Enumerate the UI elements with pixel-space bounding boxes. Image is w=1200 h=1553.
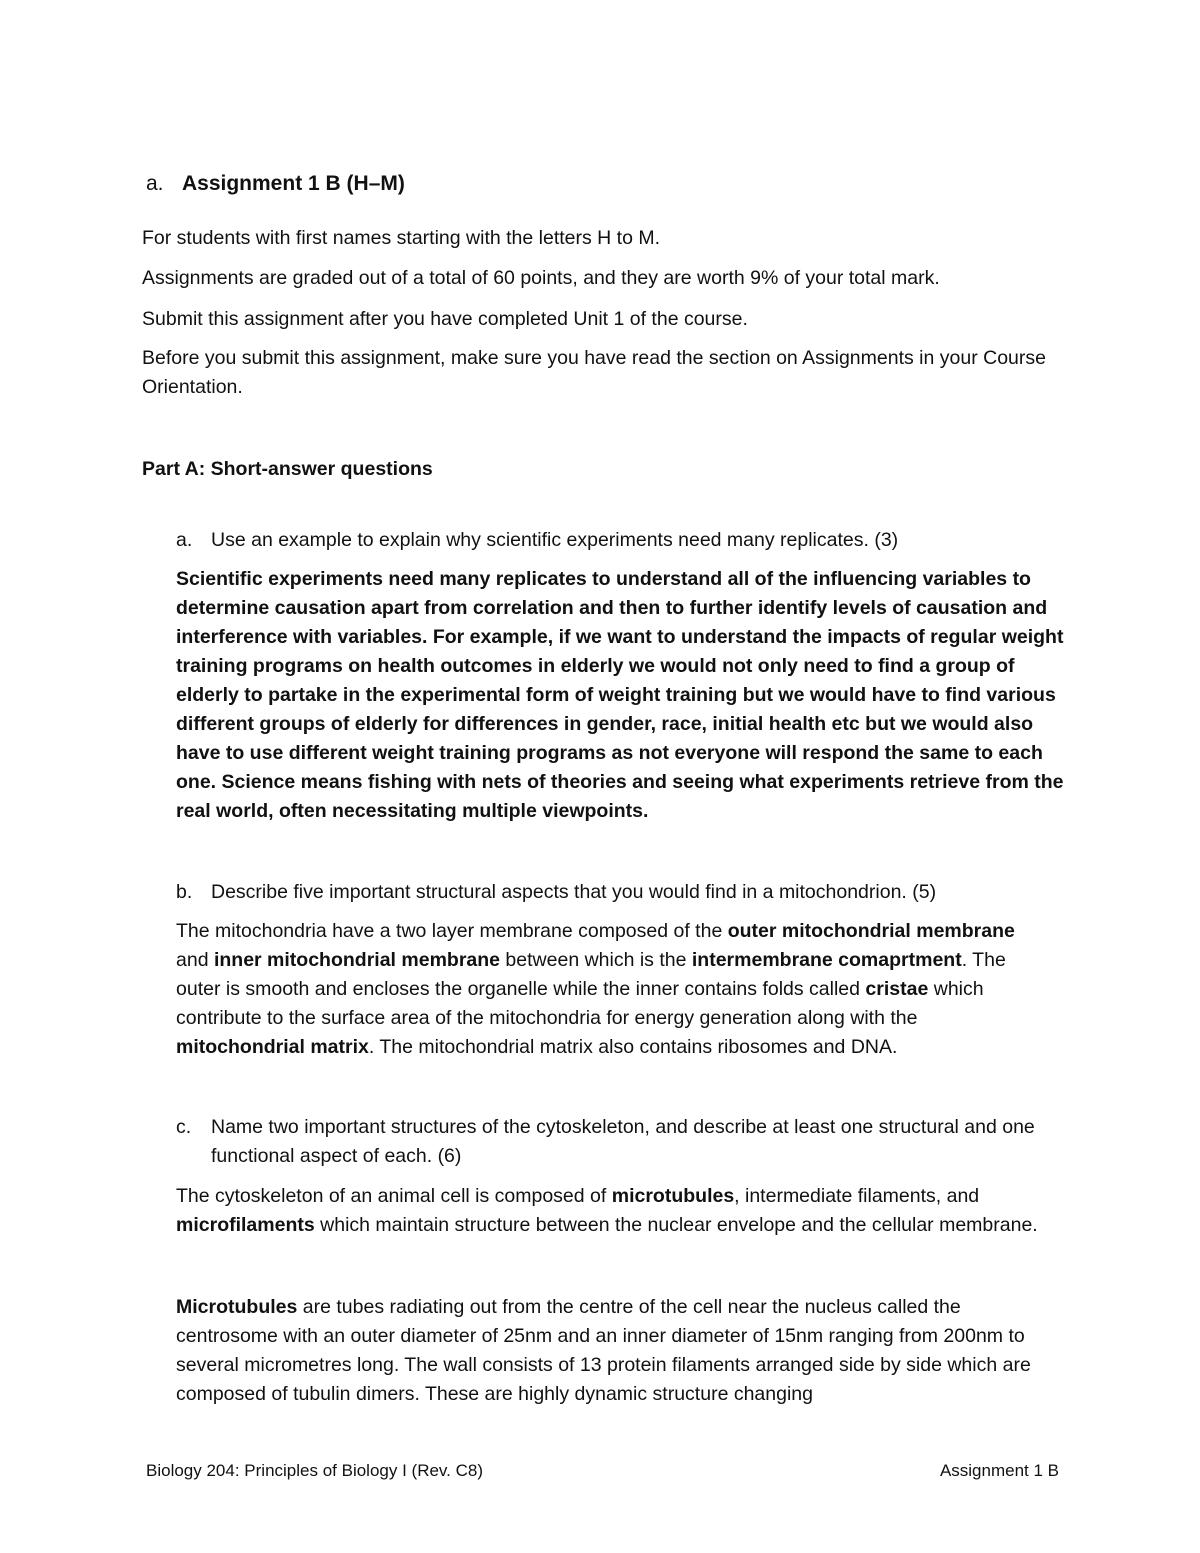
- section-heading: [146, 172, 405, 196]
- term-microfilaments: microfilaments: [176, 1214, 315, 1236]
- answer-c-text: which maintain structure between the nuclear envelope and the cellular membrane.: [314, 1214, 1038, 1236]
- answer-b-text: which contribute to the surface area of the mitochondria for energy generation along with the: [176, 978, 984, 1029]
- footer-right: Assignment 1 B: [939, 1461, 1059, 1480]
- term-intermembrane: intermembrane comaprtment: [691, 949, 962, 971]
- section-title: Assignment 1 B (H–M): [182, 172, 405, 195]
- intro-line-1: For students with first names starting with the letters H to M.: [142, 227, 661, 249]
- term-microtubules: microtubules: [611, 1185, 735, 1207]
- question-a: [176, 526, 898, 555]
- answer-c-text: The cytoskeleton of an animal cell is composed of: [176, 1185, 612, 1207]
- term-inner-membrane: inner mitochondrial membrane: [213, 949, 501, 971]
- answer-c: [176, 1182, 1046, 1240]
- question-a-label: a.: [176, 529, 193, 551]
- term-mitochondrial-matrix: mitochondrial matrix: [176, 1036, 369, 1058]
- question-c-text: Name two important structures of the cytoskeleton, and describe at least one structural and one functional aspect of each. (6): [211, 1116, 1035, 1167]
- answer-a: Scientific experiments need many replicates to understand all of the influencing variables to determine causation apart from correlation and then to further identify levels of causation and interference with variables. For example, if we want to understand the impacts of regular weight training programs on health outcomes in elderly we would not only need to find a group of elderly to partake in the experimental form of weight training but we would have to find various different groups of elderly for differences in gender, race, initial health etc but we would also have to use different weight training programs as not everyone will respond the same to each one. Science means fishing with nets of theories and seeing what experiments retrieve from the real world, often necessitating multiple viewpoints.: [176, 568, 1064, 822]
- answer-c-microtubules-text: are tubes radiating out from the centre of the cell near the nucleus called the centrosome with an outer diameter of 25nm and an inner diameter of 15nm ranging from 200nm to several micrometres long. The wall consists of 13 protein filaments arranged side by side which are composed of tubulin dimers. These are highly dynamic structure changing: [176, 1296, 1031, 1405]
- intro-line-4: Before you submit this assignment, make sure you have read the section on Assignments in your Course Orientation.: [142, 347, 1046, 398]
- question-a-text: Use an example to explain why scientific experiments need many replicates. (3): [211, 529, 899, 551]
- answer-b-text: The mitochondria have a two layer membrane composed of the: [176, 920, 728, 942]
- footer-left: Biology 204: Principles of Biology I (Rev. C8): [146, 1461, 484, 1480]
- answer-b-text: between which is the: [500, 949, 692, 971]
- question-b-label: b.: [176, 881, 193, 903]
- intro-line-3: Submit this assignment after you have completed Unit 1 of the course.: [142, 308, 748, 330]
- question-c: [176, 1113, 1111, 1171]
- term-outer-membrane: outer mitochondrial membrane: [727, 920, 1015, 942]
- question-b: [176, 878, 936, 907]
- term-cristae: cristae: [865, 978, 929, 1000]
- answer-b: [176, 917, 1036, 1062]
- answer-b-text: . The outer is smooth and encloses the organelle while the inner contains folds called: [176, 949, 1006, 1000]
- section-label: a.: [146, 172, 164, 195]
- term-microtubules-heading: Microtubules: [176, 1296, 298, 1318]
- answer-c-microtubules: [176, 1293, 1061, 1409]
- answer-b-text: and: [176, 949, 214, 971]
- intro-line-2: Assignments are graded out of a total of 60 points, and they are worth 9% of your total mark.: [142, 267, 940, 289]
- question-c-label: c.: [176, 1116, 192, 1138]
- question-b-text: Describe five important structural aspects that you would find in a mitochondrion. (5): [211, 881, 937, 903]
- part-a-heading: Part A: Short-answer questions: [142, 458, 433, 480]
- answer-c-text: , intermediate filaments, and: [734, 1185, 980, 1207]
- answer-b-text: . The mitochondrial matrix also contains ribosomes and DNA.: [368, 1036, 898, 1058]
